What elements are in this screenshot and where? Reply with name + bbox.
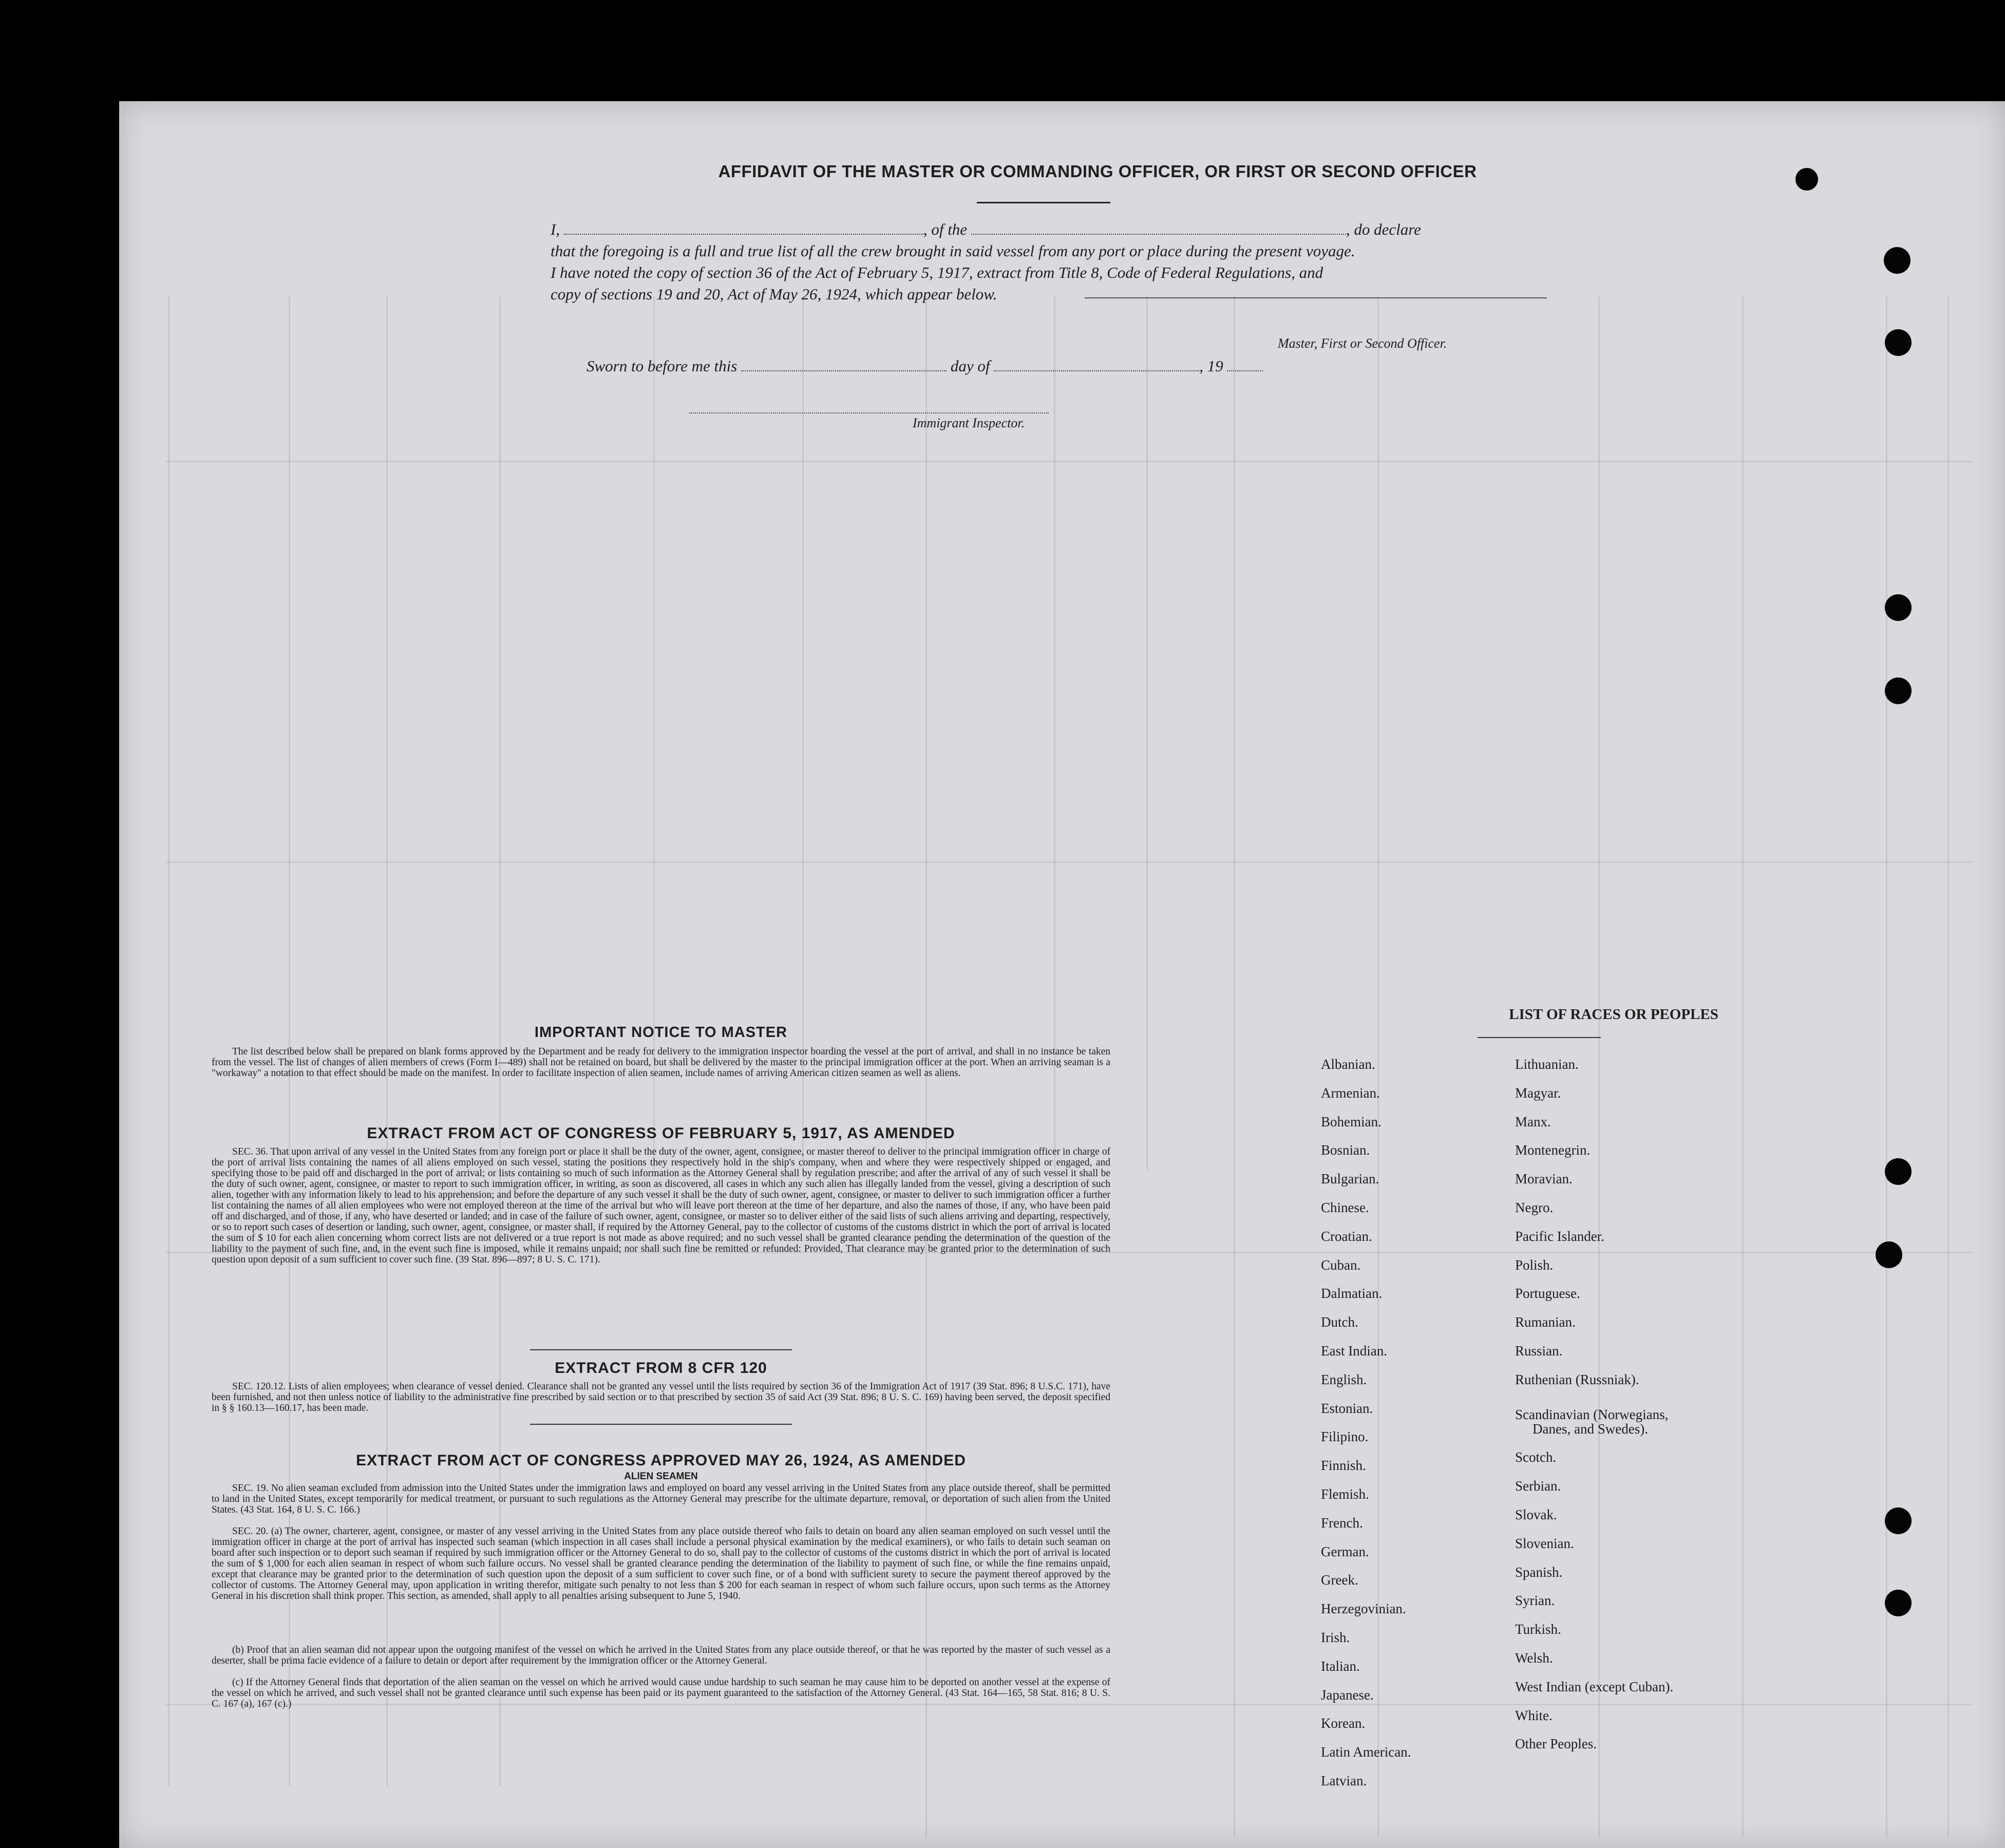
sworn-prefix: Sworn to before me this xyxy=(587,357,737,375)
punch-hole xyxy=(1885,1158,1912,1185)
declarant-name-field[interactable] xyxy=(564,233,923,235)
race-item: Scotch. xyxy=(1515,1449,1557,1465)
punch-hole xyxy=(1885,677,1912,704)
race-item: Cuban. xyxy=(1321,1257,1361,1273)
race-item: Finnish. xyxy=(1321,1458,1366,1474)
race-item: West Indian (except Cuban). xyxy=(1515,1679,1674,1694)
punch-hole xyxy=(1876,1241,1902,1268)
punch-hole xyxy=(1795,168,1818,191)
declarant-prefix: I, xyxy=(551,220,560,238)
extract-1924-sec20b: (b) Proof that an alien seaman did not appear upon the outgoing manifest of the vessel on which he arrived in the United States from any place outside thereof, or that he was reported by the master of such vessel as a deserter, shall be prima facie evidence of a failure to detain or deport after requirement by the immigration officer or the Attorney General. xyxy=(212,1645,1110,1666)
race-item: Polish. xyxy=(1515,1257,1554,1273)
extract-1924-title: EXTRACT FROM ACT OF CONGRESS APPROVED MAY 26, 1924, AS AMENDED xyxy=(356,1452,966,1469)
affidavit-line-2: that the foregoing is a full and true list of all the crew brought in said vessel from any port or place during the present voyage. xyxy=(551,242,1355,260)
race-item: Slovak. xyxy=(1515,1507,1557,1522)
race-item: East Indian. xyxy=(1321,1343,1387,1359)
sworn-year: , 19 xyxy=(1199,357,1223,375)
race-item: Scandinavian (Norwegians, xyxy=(1515,1406,1669,1422)
race-item: Irish. xyxy=(1321,1630,1350,1645)
race-item: Bosnian. xyxy=(1321,1142,1370,1158)
punch-hole xyxy=(1885,594,1912,621)
race-item: Dutch. xyxy=(1321,1314,1358,1330)
race-item: Chinese. xyxy=(1321,1200,1369,1215)
extract-1917-title: EXTRACT FROM ACT OF CONGRESS OF FEBRUARY 5, 1917, AS AMENDED xyxy=(367,1125,955,1142)
race-item: Manx. xyxy=(1515,1114,1551,1129)
divider xyxy=(530,1349,792,1350)
race-item: German. xyxy=(1321,1543,1369,1559)
affidavit-line-4: copy of sections 19 and 20, Act of May 26, 1924, which appear below. xyxy=(551,285,997,303)
divider xyxy=(1478,1037,1601,1038)
race-item: Filipino. xyxy=(1321,1429,1369,1445)
race-item: French. xyxy=(1321,1515,1363,1531)
race-item: Slovenian. xyxy=(1515,1535,1574,1551)
race-item: Welsh. xyxy=(1515,1650,1553,1666)
extract-1917-body: SEC. 36. That upon arrival of any vessel in the United States from any foreign port or place it shall be the duty of the owner, agent, consignee, or master thereof to deliver to the principal immigration officer in charge of the port of arrival lists containing the names of all aliens employed on such vessel, stating the positions they respectively hold in the ship's company, when and where they were respectively shipped or engaged, and specifying those to be paid off and discharged in the port of arrival; or lists containing so much of such information as the Attorney General shall by regulation prescribe; and after the arrival of any of such vessel it shall be the duty of such owner, agent, consignee, or master to report to such immigration officer, in writing, as soon as discovered, all cases in which any such alien has illegally landed from the vessel, giving a description of such alien, together with any information likely to lead to his apprehension; and before the departure of any such vessel it shall be the duty of such owner, agent, consignee, or master to deliver to such immigration officer a further list containing the names of all alien employees who were not employed thereon at the time of the arrival but who will leave port thereon at the time of her departure, and also the names of those, if any, who have been paid off and discharged, and of those, if any, who have deserted or landed; and in case of the failure of such owner, agent, consignee, or master so to deliver either of the said lists of such aliens arriving and departing, respectively, or so to report such cases of desertion or landing, such owner, agent, consignee, or master shall, if required by the Attorney General, pay to the collector of customs of the customs district in which the port of arrival is located the sum of $ 10 for each alien concerning whom correct lists are not delivered or a true report is not made as above required; and no such vessel shall be granted clearance pending the determination of the question of the liability to the payment of such fine, and, in the event such fine is imposed, while it remains unpaid; nor shall such fine be remitted or refunded: Provided, That clearance may be granted prior to the determination of such question upon deposit of a sum sufficient to cover such fine. (39 Stat. 896—897; 8 U. S. C. 171). xyxy=(212,1146,1110,1265)
punch-hole xyxy=(1885,1590,1912,1616)
race-item: Latin American. xyxy=(1321,1744,1411,1760)
race-item: Croatian. xyxy=(1321,1228,1372,1244)
race-item: Rumanian. xyxy=(1515,1314,1576,1330)
punch-hole xyxy=(1885,329,1912,356)
race-item: Pacific Islander. xyxy=(1515,1228,1604,1244)
race-item: Flemish. xyxy=(1321,1486,1369,1502)
race-item: Magyar. xyxy=(1515,1085,1561,1101)
sworn-year-field[interactable] xyxy=(1227,370,1263,371)
divider xyxy=(977,202,1110,203)
race-item: Danes, and Swedes). xyxy=(1533,1421,1648,1437)
sworn-day-field[interactable] xyxy=(741,370,947,371)
race-item: Bohemian. xyxy=(1321,1114,1382,1129)
race-item: Turkish. xyxy=(1515,1621,1561,1637)
sworn-month-field[interactable] xyxy=(994,370,1199,371)
race-item: Latvian. xyxy=(1321,1773,1367,1788)
race-item: Greek. xyxy=(1321,1572,1358,1588)
extract-cfr-title: EXTRACT FROM 8 CFR 120 xyxy=(555,1360,767,1376)
master-signature-line[interactable] xyxy=(1085,297,1547,298)
race-item: Korean. xyxy=(1321,1715,1366,1731)
punch-hole xyxy=(1885,1507,1912,1534)
divider xyxy=(530,1424,792,1425)
race-item: Albanian. xyxy=(1321,1057,1375,1072)
race-item: English. xyxy=(1321,1371,1367,1387)
race-item: Serbian. xyxy=(1515,1478,1561,1494)
race-item: Dalmatian. xyxy=(1321,1286,1383,1302)
declare-suffix: , do declare xyxy=(1346,220,1421,238)
extract-1924-sec20c: (c) If the Attorney General finds that deportation of the alien seaman on the vessel on which he arrived would cause undue hardship to such seaman he may cause him to be deported on another vessel at the expense of the vessel on which he arrived, and such vessel shall not be granted clearance until such expense has been paid or its payment guaranteed to the satisfaction of the Attorney General. (43 Stat. 164—165, 58 Stat. 816; 8 U. S. C. 167 (a), 167 (c).) xyxy=(212,1677,1110,1709)
extract-cfr-body: SEC. 120.12. Lists of alien employees; when clearance of vessel denied. Clearance shall not be granted any vessel until the lists required by section 36 of the Immigration Act of 1917 (39 Stat. 896; 8 U.S.C. 171), have been furnished, and not then unless notice of liability to the administrative fine prescribed by said section or to that prescribed by section 35 of said Act (39 Stat. 896; 8 U. S. C. 169) having been served, the deposit specified in § § 160.13—160.17, has been made. xyxy=(212,1381,1110,1413)
manifest-sheet xyxy=(119,101,2005,1848)
race-item: Other Peoples. xyxy=(1515,1736,1597,1752)
race-item: Estonian. xyxy=(1321,1400,1373,1416)
race-item: Negro. xyxy=(1515,1200,1554,1215)
notice-title: IMPORTANT NOTICE TO MASTER xyxy=(534,1024,788,1041)
vessel-name-field[interactable] xyxy=(971,233,1346,235)
race-item: Japanese. xyxy=(1321,1687,1374,1703)
inspector-caption: Immigrant Inspector. xyxy=(913,416,1025,430)
race-item: Herzegovinian. xyxy=(1321,1601,1406,1617)
race-item: Russian. xyxy=(1515,1343,1563,1359)
inspector-signature-line[interactable] xyxy=(689,411,1049,413)
race-item: Ruthenian (Russniak). xyxy=(1515,1371,1639,1387)
race-item: Armenian. xyxy=(1321,1085,1380,1101)
affidavit-title: AFFIDAVIT OF THE MASTER OR COMMANDING OFFICER, OR FIRST OR SECOND OFFICER xyxy=(718,162,1477,181)
race-item: Italian. xyxy=(1321,1658,1360,1674)
extract-1924-sec19: SEC. 19. No alien seaman excluded from admission into the United States under the immigration laws and employed on board any vessel arriving in the United States from any place outside thereof, shall be permitted to land in the United States, except temporarily for medical treatment, or pursuant to such regulations as the Attorney General may prescribe for the ultimate departure, removal, or deportation of such alien from the United States. (43 Stat. 164, 8 U. S. C. 166.) xyxy=(212,1483,1110,1515)
vessel-connector: , of the xyxy=(923,220,968,238)
punch-hole xyxy=(1884,247,1911,274)
sworn-day-label: day of xyxy=(950,357,990,375)
affidavit-line-1 xyxy=(551,220,1421,239)
race-item: White. xyxy=(1515,1707,1553,1723)
race-item: Lithuanian. xyxy=(1515,1057,1579,1072)
sworn-line xyxy=(587,357,1263,375)
race-item: Bulgarian. xyxy=(1321,1171,1379,1187)
race-item: Moravian. xyxy=(1515,1171,1573,1187)
race-item: Spanish. xyxy=(1515,1564,1563,1580)
notice-body: The list described below shall be prepared on blank forms approved by the Department and be ready for delivery to the immigration inspector boarding the vessel at the port of arrival, and shall in no instance be taken from the vessel. The list of changes of alien members of crews (Form I—489) shall not be retained on board, but shall be delivered by the master to the principal immigration officer at the port. When an arriving seaman is a "workaway" a notation to that effect should be made on the manifest. In order to facilitate inspection of alien seamen, include names of arriving American citizen seamen as well as aliens. xyxy=(212,1046,1110,1079)
race-item: Montenegrin. xyxy=(1515,1142,1591,1158)
extract-1924-subtitle: ALIEN SEAMEN xyxy=(624,1471,698,1482)
race-item: Portuguese. xyxy=(1515,1286,1580,1302)
races-title: LIST OF RACES OR PEOPLES xyxy=(1509,1006,1718,1023)
master-caption: Master, First or Second Officer. xyxy=(1278,336,1447,351)
race-item: Syrian. xyxy=(1515,1593,1555,1609)
affidavit-line-3: I have noted the copy of section 36 of the Act of February 5, 1917, extract from Title 8, Code of Federal Regulations, and xyxy=(551,263,1323,281)
extract-1924-sec20a: SEC. 20. (a) The owner, charterer, agent, consignee, or master of any vessel arriving in the United States from any place outside thereof who fails to detain on board any alien seaman employed on such vessel until the immigration officer in charge at the port of arrival has inspected such seaman (which inspection in all cases shall include a personal physical examination by the medical examiners), or who fails to detain such seaman on board after such inspection or to deport such seaman if required by such immigration officer or the Attorney General to do so, shall pay to the collector of customs of the customs district in which the port of arrival is located the sum of $ 1,000 for each alien seaman in respect of whom such failure occurs. No vessel shall be granted clearance pending the determination of the liability to payment of such fine, or while the fine remains unpaid, except that clearance may be granted prior to the determination of such question upon the deposit of a sum sufficient to cover such fine, or of a bond with sufficient surety to secure the payment thereof approved by the collector of customs. The Attorney General may, upon application in writing therefor, mitigate such penalty to not less than $ 200 for each seaman in respect of whom such failure occurs, upon such terms as the Attorney General in his discretion shall think proper. This section, as amended, shall apply to all penalties arising subsequent to June 5, 1940. xyxy=(212,1526,1110,1601)
